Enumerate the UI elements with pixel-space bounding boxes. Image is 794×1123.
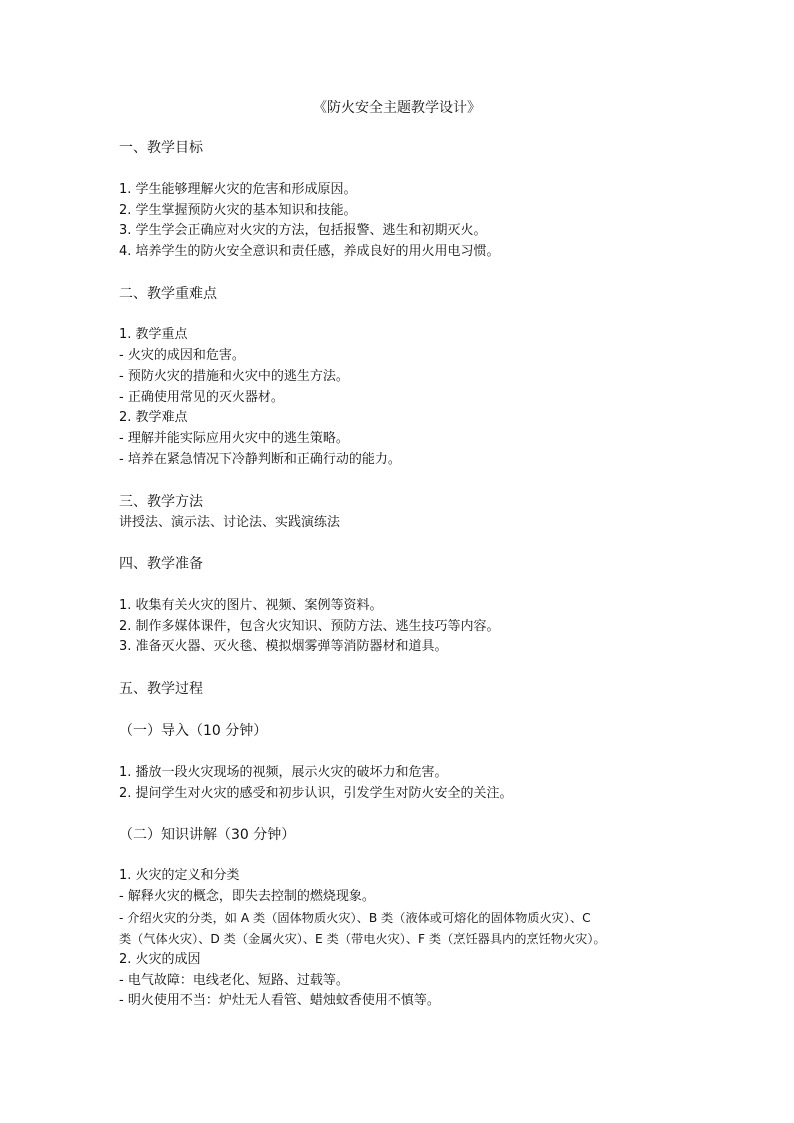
section-heading-key-points: 二、教学重难点 bbox=[119, 286, 217, 302]
list-item: 1. 播放一段火灾现场的视频，展示火灾的破坏力和危害。 bbox=[119, 765, 448, 780]
list-item: 1. 收集有关火灾的图片、视频、案例等资料。 bbox=[119, 598, 383, 613]
list-item: - 明火使用不当：炉灶无人看管、蜡烛蚊香使用不慎等。 bbox=[119, 993, 440, 1008]
list-item: 2. 提问学生对火灾的感受和初步认识，引发学生对防火安全的关注。 bbox=[119, 786, 513, 801]
list-item: 1. 教学重点 bbox=[119, 327, 188, 342]
list-item: 1. 学生能够理解火灾的危害和形成原因。 bbox=[119, 182, 357, 197]
section-heading-process: 五、教学过程 bbox=[119, 681, 203, 697]
methods-text: 讲授法、演示法、讨论法、实践演练法 bbox=[119, 515, 341, 530]
list-item: 4. 培养学生的防火安全意识和责任感，养成良好的用火用电习惯。 bbox=[119, 244, 500, 259]
list-item: 2. 学生掌握预防火灾的基本知识和技能。 bbox=[119, 203, 357, 218]
list-item: - 预防火灾的措施和火灾中的逃生方法。 bbox=[119, 369, 349, 384]
list-item: - 火灾的成因和危害。 bbox=[119, 348, 245, 363]
list-item: - 介绍火灾的分类，如 A 类（固体物质火灾）、B 类（液体或可熔化的固体物质火灾）、C bbox=[119, 911, 591, 925]
list-item: 2. 教学难点 bbox=[119, 410, 188, 425]
section-heading-methods: 三、教学方法 bbox=[119, 494, 203, 510]
list-item: - 正确使用常见的灭火器材。 bbox=[119, 390, 284, 405]
list-item: 2. 火灾的成因 bbox=[119, 952, 201, 967]
list-item: 2. 制作多媒体课件，包含火灾知识、预防方法、逃生技巧等内容。 bbox=[119, 619, 500, 634]
section-heading-objectives: 一、教学目标 bbox=[119, 140, 203, 156]
list-item: - 理解并能实际应用火灾中的逃生策略。 bbox=[119, 431, 349, 446]
list-item: - 培养在紧急情况下冷静判断和正确行动的能力。 bbox=[119, 452, 401, 467]
list-item: 1. 火灾的定义和分类 bbox=[119, 868, 240, 883]
document-title: 《防火安全主题教学设计》 bbox=[313, 100, 481, 116]
subsection-heading-knowledge: （二）知识讲解（30 分钟） bbox=[119, 827, 296, 843]
list-item: 3. 学生学会正确应对火灾的方法，包括报警、逃生和初期灭火。 bbox=[119, 223, 487, 238]
list-item: 类（气体火灾）、D 类（金属火灾）、E 类（带电火灾）、F 类（烹饪器具内的烹饪物火灾）。 bbox=[119, 932, 606, 946]
list-item: - 解释火灾的概念，即失去控制的燃烧现象。 bbox=[119, 889, 375, 904]
subsection-heading-intro: （一）导入（10 分钟） bbox=[119, 723, 268, 739]
list-item: 3. 准备灭火器、灭火毯、模拟烟雾弹等消防器材和道具。 bbox=[119, 639, 448, 654]
list-item: - 电气故障：电线老化、短路、过载等。 bbox=[119, 973, 349, 988]
section-heading-preparation: 四、教学准备 bbox=[119, 556, 203, 572]
